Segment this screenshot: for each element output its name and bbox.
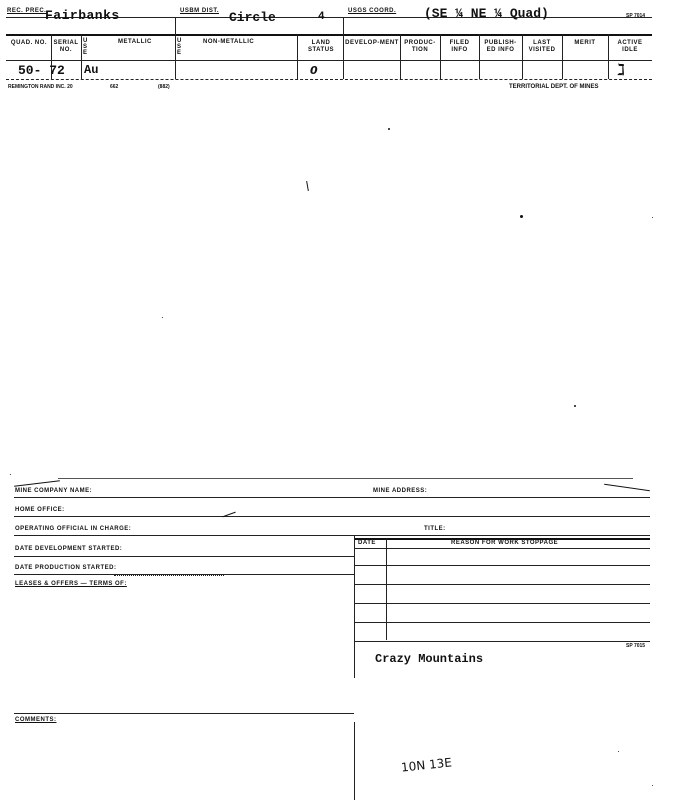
usgs-coord-label: USGS COORD. [348, 8, 397, 14]
divider-v [354, 722, 355, 800]
col-use-1: U S E [83, 38, 88, 56]
header-rule-2 [6, 34, 652, 36]
mine-company-label: MINE COMPANY NAME: [15, 488, 93, 494]
col-land-status: LAND STATUS [307, 40, 335, 53]
usbm-dist-label: USBM DIST. [180, 8, 220, 14]
col-non-metallic: NON-METALLIC [203, 39, 255, 45]
card-edge-left [14, 480, 60, 487]
department-name: TERRITORIAL DEPT. OF MINES [509, 84, 599, 90]
location-name: Crazy Mountains [375, 652, 484, 666]
row-rule [14, 516, 650, 517]
divider-v [354, 535, 355, 678]
divider-v [386, 538, 387, 640]
speck [574, 405, 576, 407]
card-edge-right [604, 484, 650, 491]
dotted-rule [114, 575, 224, 576]
reason-col-label: REASON FOR WORK STOPPAGE [451, 540, 559, 546]
record-land-status-value: 0 [310, 64, 318, 77]
operating-official-label: OPERATING OFFICIAL IN CHARGE: [15, 526, 132, 532]
record-quad-serial: 50- 72 [18, 63, 65, 78]
leases-label: LEASES & OFFERS — TERMS OF: [15, 581, 127, 587]
speck [618, 751, 619, 752]
rec-prec-value: Fairbanks [45, 8, 120, 23]
speck [10, 474, 11, 475]
col-production: PRODUC-TION [404, 40, 436, 53]
col-use-2: U S E [177, 38, 182, 56]
printer-code-1: 662 [110, 84, 119, 90]
header-rule-3 [6, 60, 652, 61]
header-rule-4 [6, 79, 652, 80]
col-active-idle: ACTIVE IDLE [617, 40, 643, 53]
col-development: DEVELOP-MENT [345, 40, 399, 46]
printer-credit: REMINGTON RAND INC. 20 [8, 84, 73, 90]
row-rule [354, 584, 650, 585]
date-col-label: DATE [358, 540, 376, 546]
usgs-coord-value: (SE ¼ NE ¼ Quad) [424, 6, 549, 21]
divider-v [175, 17, 176, 79]
speck [520, 215, 523, 218]
title-label: TITLE: [424, 526, 446, 532]
row-rule [14, 713, 354, 714]
col-merit: MERIT [574, 40, 596, 46]
row-rule [354, 603, 650, 604]
col-filed-info: FILED INFO [449, 40, 470, 53]
handwritten-note: 10N 13E [400, 755, 453, 775]
stray-mark [306, 181, 309, 191]
row-rule [354, 622, 650, 623]
speck [652, 785, 653, 786]
row-rule [354, 641, 650, 642]
mine-address-label: MINE ADDRESS: [373, 488, 428, 494]
date-development-label: DATE DEVELOPMENT STARTED: [15, 546, 123, 552]
col-metallic: METALLIC [118, 39, 152, 45]
col-last-visited: LAST VISITED [528, 40, 556, 53]
divider-v [343, 17, 344, 79]
printer-code-2: (882) [158, 84, 170, 90]
col-published-info: PUBLISH-ED INFO [484, 40, 517, 53]
usbm-dist-value: Circle [229, 10, 276, 25]
home-office-label: HOME OFFICE: [15, 507, 65, 513]
record-metallic-value: Au [84, 63, 99, 77]
card-edge [58, 478, 633, 479]
speck [162, 317, 163, 318]
divider-v [297, 34, 298, 79]
divider-v [81, 34, 82, 79]
speck [388, 128, 390, 130]
comments-label: COMMENTS: [15, 717, 57, 723]
row-rule [354, 548, 650, 549]
form-number-back: SP 7015 [626, 643, 646, 649]
col-quad-no: QUAD. NO. [10, 40, 48, 46]
date-production-label: DATE PRODUCTION STARTED: [15, 565, 117, 571]
row-rule [14, 556, 354, 557]
speck [652, 217, 653, 218]
row-rule [14, 535, 650, 536]
form-number-front: SP 7014 [626, 13, 646, 19]
rec-prec-label: REC. PREC. [7, 8, 47, 14]
row-rule [14, 497, 650, 498]
row-rule [354, 565, 650, 566]
usbm-mark: 4 [318, 11, 325, 23]
record-active-mark: ℷ [617, 60, 625, 79]
col-serial-no: SERIAL NO. [53, 40, 79, 53]
